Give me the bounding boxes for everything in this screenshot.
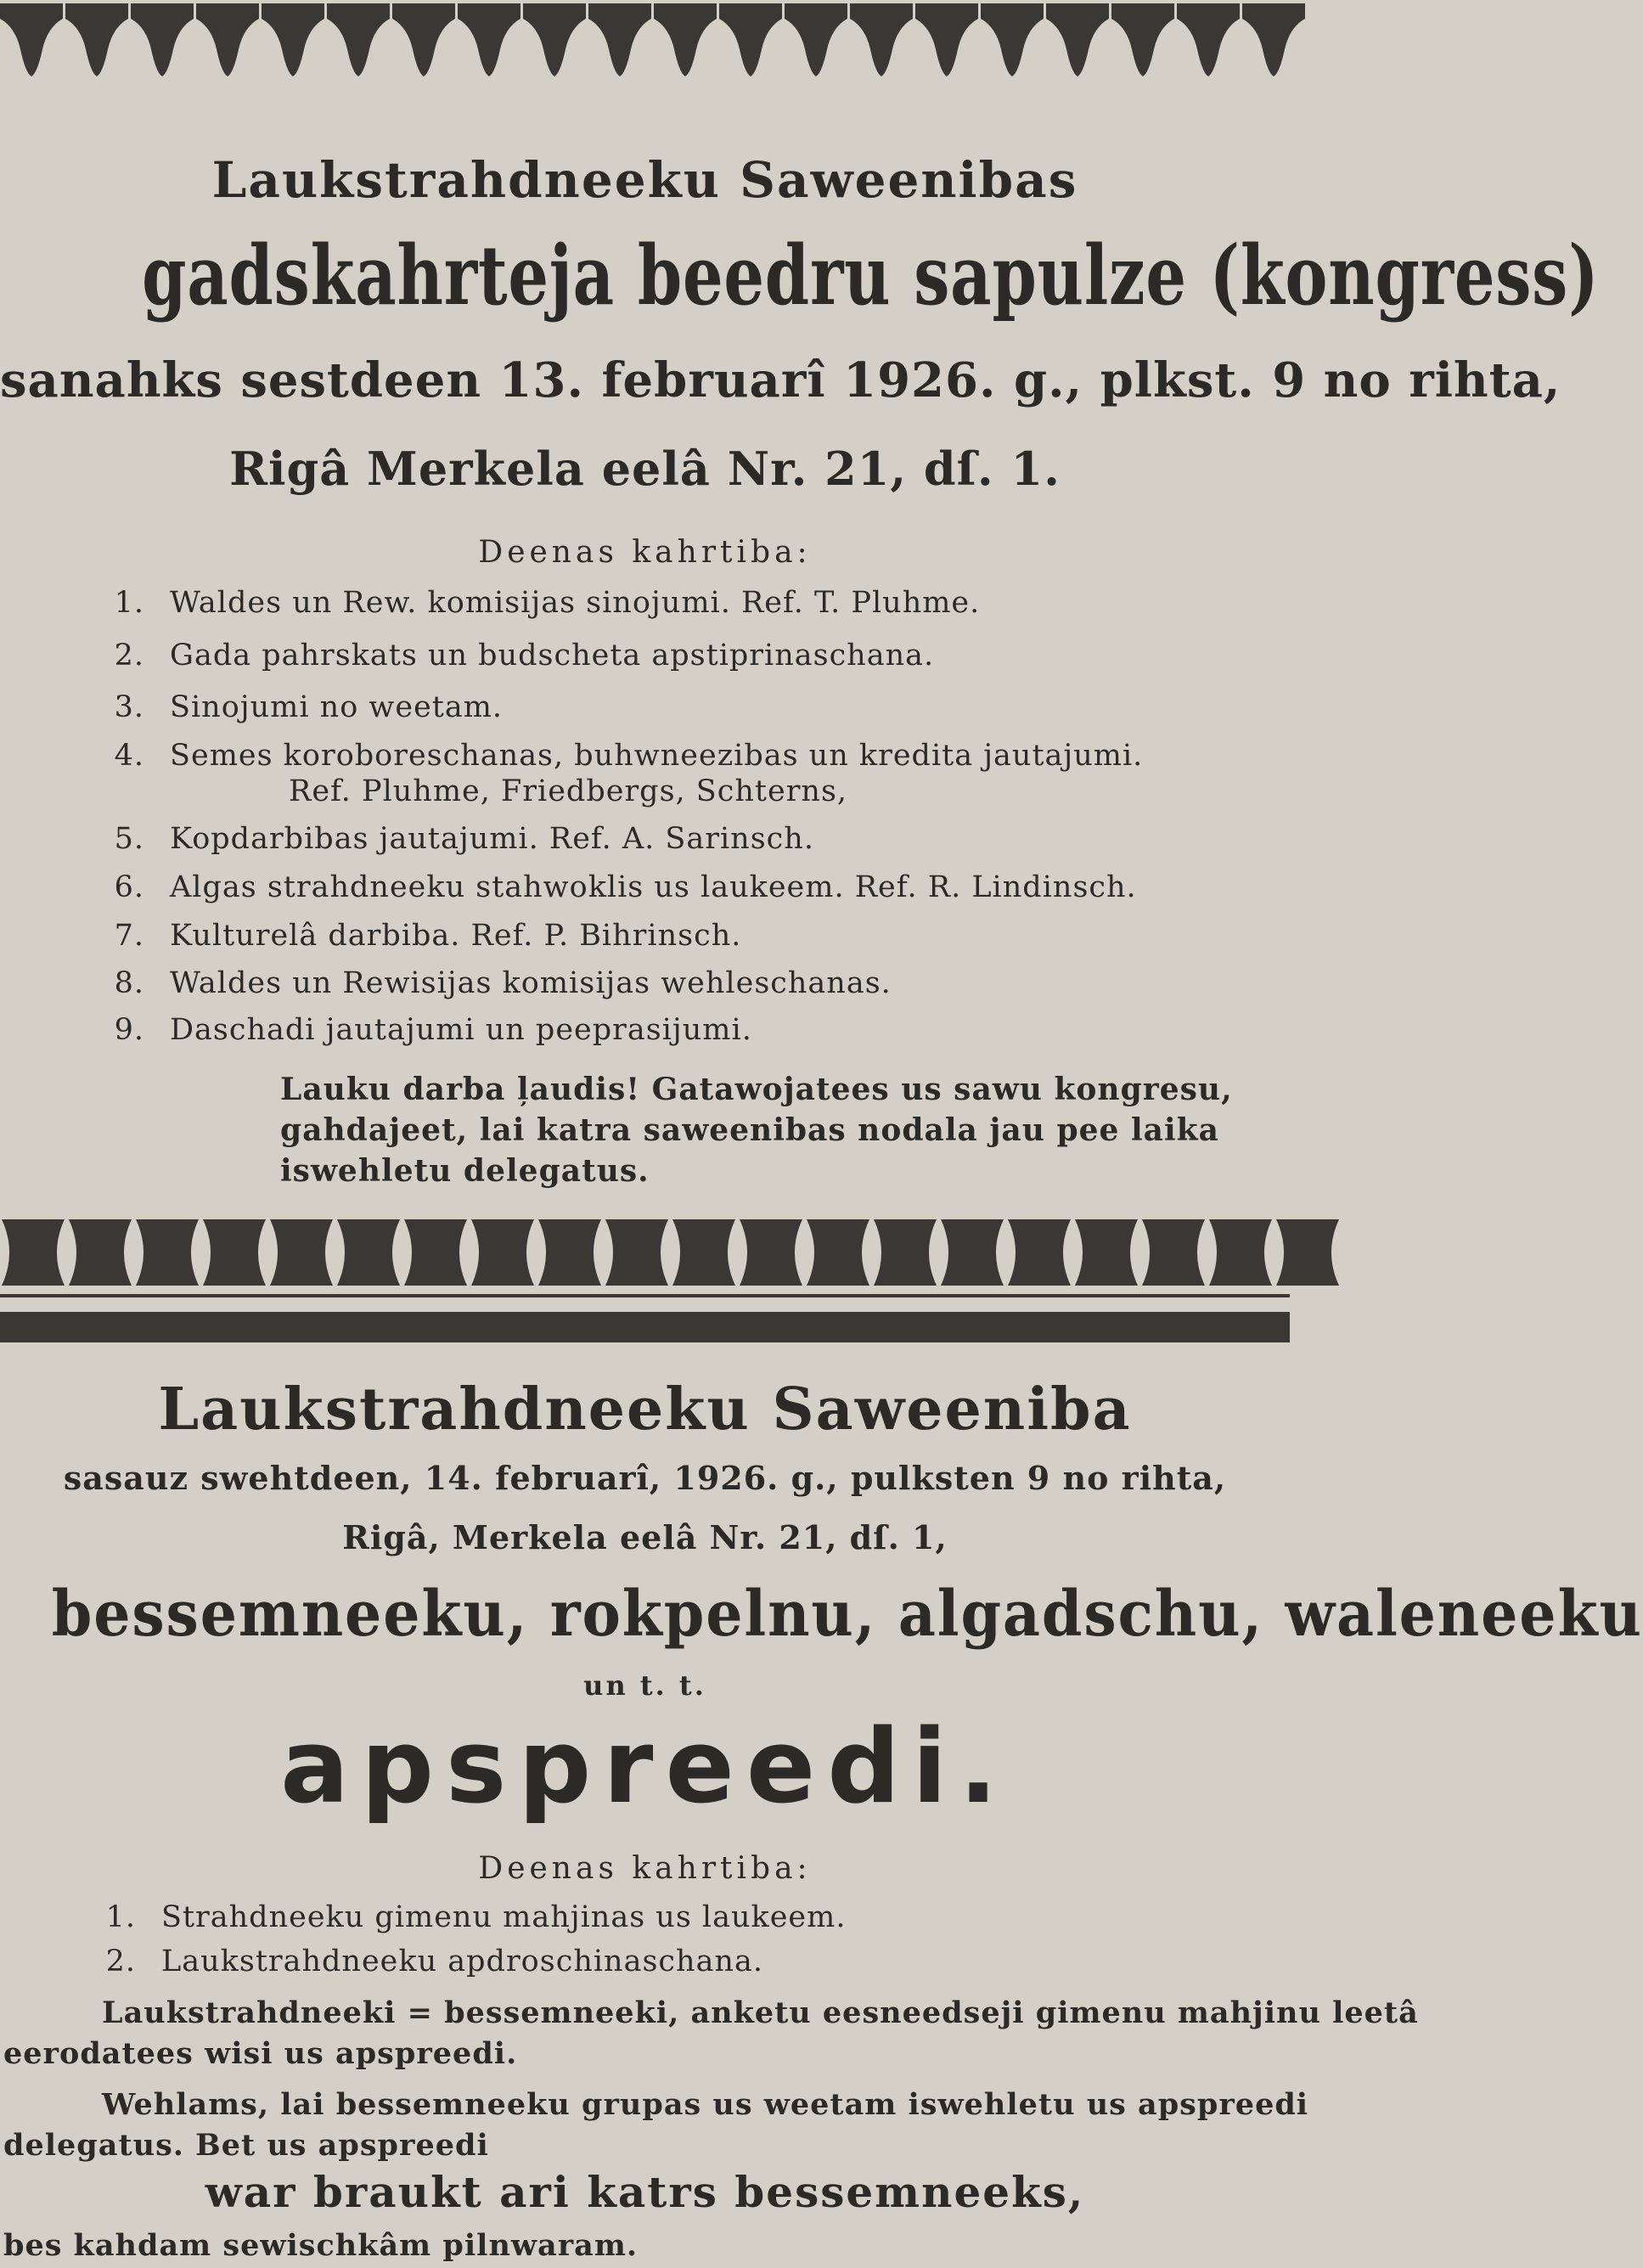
- notice1-subtitle: gadskahrteja beedru sapulze (kongress): [142, 228, 1600, 324]
- ornament-bowtie: [471, 1219, 534, 1286]
- notice2-para2-line: delegatus. Bet us apspreedi: [3, 2128, 489, 2163]
- ornament-drop: [1242, 3, 1305, 76]
- notice1-place-line: Rigâ Merkela eelâ Nr. 21, dſ. 1.: [229, 442, 1061, 496]
- notice2-groups-line: bessemneeku, rokpelnu, algadschu, waleneeku: [51, 1578, 1643, 1651]
- notice2-headline: apspreedi.: [280, 1708, 1010, 1826]
- notice1-appeal-line: Lauku darba ļaudis! Gatawojatees us sawu kongresu,: [280, 1072, 1233, 1107]
- notice1-appeal-line: iswehletu delegatus.: [280, 1153, 650, 1189]
- ornament-bowtie: [2, 1219, 65, 1286]
- top-ornament-icon: [0, 0, 1290, 81]
- notice2-para2-line: Wehlams, lai bessemneeku grupas us weetam iswehletu us apspreedi: [102, 2087, 1309, 2122]
- ornament-drop: [588, 3, 651, 76]
- ornament-drop: [327, 3, 390, 76]
- divider-thin: [0, 1294, 1290, 1297]
- divider-thick: [0, 1312, 1290, 1342]
- ornament-bowtie: [605, 1219, 668, 1286]
- ornament-drop: [262, 3, 324, 76]
- middle-ornament-border: [0, 1214, 1290, 1291]
- ornament-drop: [0, 3, 63, 76]
- ornament-bowtie: [874, 1219, 937, 1286]
- notice1-appeal-line: gahdajeet, lai katra saweenibas nodala jau pee laika: [280, 1112, 1219, 1148]
- ornament-bowtie: [1209, 1219, 1272, 1286]
- ornament-drop: [719, 3, 782, 76]
- ornament-bowtie: [337, 1219, 400, 1286]
- ornament-drop: [392, 3, 455, 76]
- notice1-agenda-title: Deenas kahrtiba:: [478, 535, 812, 570]
- ornament-drop: [196, 3, 259, 76]
- ornament-bowtie: [1142, 1219, 1205, 1286]
- ornament-bowtie: [69, 1219, 132, 1286]
- ornament-bowtie: [203, 1219, 266, 1286]
- ornament-drop: [850, 3, 913, 76]
- ornament-drop: [1177, 3, 1240, 76]
- ornament-drop: [523, 3, 586, 76]
- ornament-bowtie: [1008, 1219, 1071, 1286]
- ornament-drop: [131, 3, 194, 76]
- ornament-bowtie: [1075, 1219, 1138, 1286]
- ornament-bowtie: [136, 1219, 199, 1286]
- ornament-bowtie: [1276, 1219, 1339, 1286]
- middle-ornament-icon: [0, 1214, 1290, 1291]
- top-ornament-border: [0, 0, 1290, 81]
- ornament-bowtie: [740, 1219, 802, 1286]
- ornament-drop: [1111, 3, 1174, 76]
- notice2-place-line: Rigâ, Merkela eelâ Nr. 21, dſ. 1,: [342, 1518, 948, 1556]
- notice2-para1-line: Laukstrahdneeki = bessemneeki, anketu eesneedseji gimenu mahjinu leetâ: [102, 1995, 1419, 2030]
- notice2-date-line: sasauz swehtdeen, 14. februarî, 1926. g., pulksten 9 no rihta,: [63, 1459, 1227, 1497]
- notice2-final-line: bes kahdam sewischkâm pilnwaram.: [3, 2228, 639, 2263]
- ornament-drop: [981, 3, 1044, 76]
- agenda-item-sub: Ref. Pluhme, Friedbergs, Schterns,: [289, 774, 848, 808]
- ornament-bowtie: [270, 1219, 333, 1286]
- ornament-drop: [915, 3, 978, 76]
- notice1-title: Laukstrahdneeku Saweenibas: [211, 151, 1078, 209]
- ornament-bowtie: [807, 1219, 869, 1286]
- notice1-date-line: sanahks sestdeen 13. februarî 1926. g., plkst. 9 no rihta,: [0, 352, 1561, 408]
- ornament-drop: [458, 3, 520, 76]
- ornament-bowtie: [538, 1219, 601, 1286]
- notice2-agenda-title: Deenas kahrtiba:: [478, 1851, 812, 1886]
- ornament-drop: [65, 3, 128, 76]
- newspaper-page: Laukstrahdneeku Saweenibas gadskahrteja beedru sapulze (kongress) sanahks sestdeen 13. februarî 1926. g., plkst. 9 no rihta, Rigâ Merkela eelâ Nr. 21, dſ. 1. Deenas kahrtiba: 1. Waldes un Rew. komisijas sinojumi. Ref. T. Pluhme. 2. Gada pahrskats un budscheta apstiprinaschana. 3. Sinojumi no weetam. 4. Semes koroboreschanas, buhwneezibas un kredita jautajumi. Ref. Pluhme, Friedbergs, Schterns, 5. Kopdarbibas jautajumi. Ref. A. Sarinsch. 6. Algas strahdneeku stahwoklis us laukeem. Ref. R. Lindinsch. 7. Kulturelâ darbiba. Ref. P. Bihrinsch. 8. Waldes un Rewisijas komisijas wehleschanas. 9. Daschadi jautajumi un peeprasijumi. Lauku darba ļaudis! Gatawojatees us sawu kongresu, gahdajeet, lai katra saweenibas nodala jau pee laika iswehletu delegatus. Laukstrahdneeku Saweeniba sasauz swehtdeen, 14. februarî, 1926. g., pulksten 9 no rihta, Rigâ, Merkela eelâ Nr. 21, dſ. 1, bessemneeku, rokpelnu, algadschu, waleneeku un t. t. apspreedi. Deenas kahrtiba: 1. Strahdneeku gimenu mahjinas us laukeem. 2. Laukstrahdneeku apdroschinaschana. Laukstrahdneeki = bessemneeki, anketu eesneedseji gimenu mahjinu leetâ eerodatees wisi us apspreedi. Wehlams, lai bessemneeku grupas us weetam iswehletu us apspreedi delegatus. Bet us apspreedi war braukt ari katrs bessemneeks, bes kahdam sewischkâm pilnwaram.: [0, 0, 1290, 2268]
- notice2-title: Laukstrahdneeku Saweeniba: [158, 1376, 1132, 1444]
- ornament-drop: [654, 3, 717, 76]
- notice2-etc-line: un t. t.: [583, 1669, 706, 1702]
- ornament-bowtie: [941, 1219, 1004, 1286]
- ornament-bowtie: [404, 1219, 467, 1286]
- ornament-drop: [785, 3, 847, 76]
- notice2-final-bold: war braukt ari katrs bessemneeks,: [205, 2167, 1085, 2217]
- ornament-drop: [1046, 3, 1109, 76]
- ornament-bowtie: [672, 1219, 735, 1286]
- notice2-para1-line: eerodatees wisi us apspreedi.: [3, 2036, 518, 2071]
